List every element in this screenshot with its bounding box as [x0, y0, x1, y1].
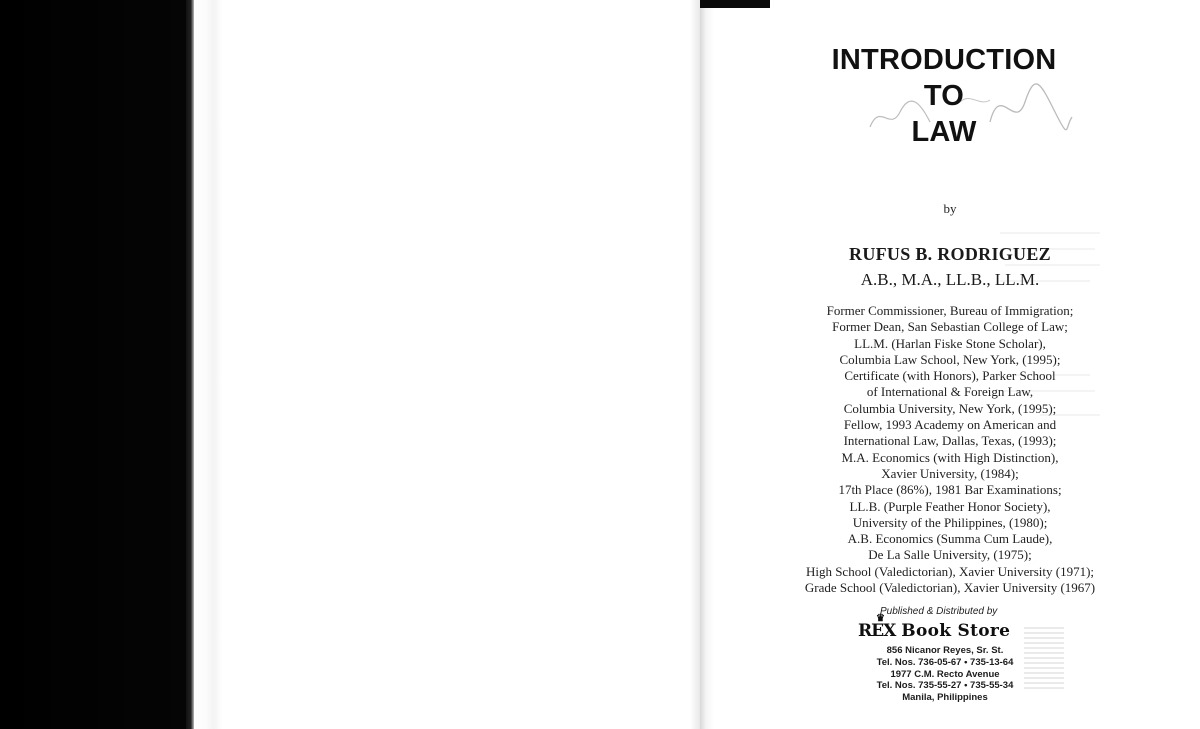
faint-stamp-mark	[1024, 627, 1064, 689]
title-line-3: LAW	[911, 116, 977, 148]
credential-line: Columbia Law School, New York, (1995);	[839, 351, 1061, 367]
publisher-address	[845, 645, 1045, 704]
by-label: by	[943, 201, 957, 216]
credential-line: Former Dean, San Sebastian College of Law;	[832, 319, 1068, 335]
publisher-label: Published & Distributed by	[880, 606, 998, 617]
credential-line: Xavier University, (1984);	[881, 465, 1019, 481]
credential-line: High School (Valedictorian), Xavier University (1971);	[805, 563, 1095, 579]
address-line: Tel. Nos. 735-55-27 • 735-55-34	[876, 680, 1014, 692]
credential-line: Former Commissioner, Bureau of Immigration;	[826, 303, 1074, 318]
credential-line: LL.B. (Purple Feather Honor Society),	[849, 498, 1051, 514]
credential-line: Grade School (Valedictorian), Xavier University (1967)	[804, 580, 1096, 596]
credential-line: LL.M. (Harlan Fiske Stone Scholar),	[854, 335, 1046, 351]
publisher-name: Book Store	[901, 621, 1011, 641]
rex-logo-text: REX	[858, 621, 896, 641]
credential-line: of International & Foreign Law,	[866, 384, 1034, 400]
address-line: 1977 C.M. Recto Avenue	[890, 668, 1000, 680]
credential-line: International Law, Dallas, Texas, (1993);	[843, 433, 1057, 449]
credential-line: De La Salle University, (1975);	[868, 547, 1032, 563]
credential-line: 17th Place (86%), 1981 Bar Examinations;	[838, 482, 1062, 498]
credential-line: Fellow, 1993 Academy on American and	[843, 417, 1057, 433]
publisher-logo	[858, 613, 1011, 644]
title-line-1: INTRODUCTION	[831, 44, 1057, 76]
rex-logo	[858, 613, 901, 641]
credential-line: M.A. Economics (with High Distinction),	[841, 449, 1059, 465]
address-line: Tel. Nos. 736-05-67 • 735-13-64	[876, 656, 1014, 668]
address-line: Manila, Philippines	[902, 692, 988, 704]
page-edge-shadow	[186, 0, 194, 729]
credential-line: A.B. Economics (Summa Cum Laude),	[847, 531, 1053, 547]
title-line-2: TO	[923, 80, 965, 112]
address-line: 856 Nicanor Reyes, Sr. St.	[886, 645, 1004, 656]
scan-border	[700, 0, 770, 8]
credential-line: Columbia University, New York, (1995);	[843, 400, 1057, 416]
crown-icon: ♛	[876, 613, 885, 624]
author-credentials	[790, 303, 1110, 596]
book-title	[824, 42, 1064, 150]
author-degrees: A.B., M.A., LL.B., LL.M.	[860, 270, 1040, 289]
author-name: RUFUS B. RODRIGUEZ	[849, 244, 1051, 264]
credential-line: Certificate (with Honors), Parker School	[844, 368, 1056, 384]
credential-line: University of the Philippines, (1980);	[852, 514, 1048, 530]
